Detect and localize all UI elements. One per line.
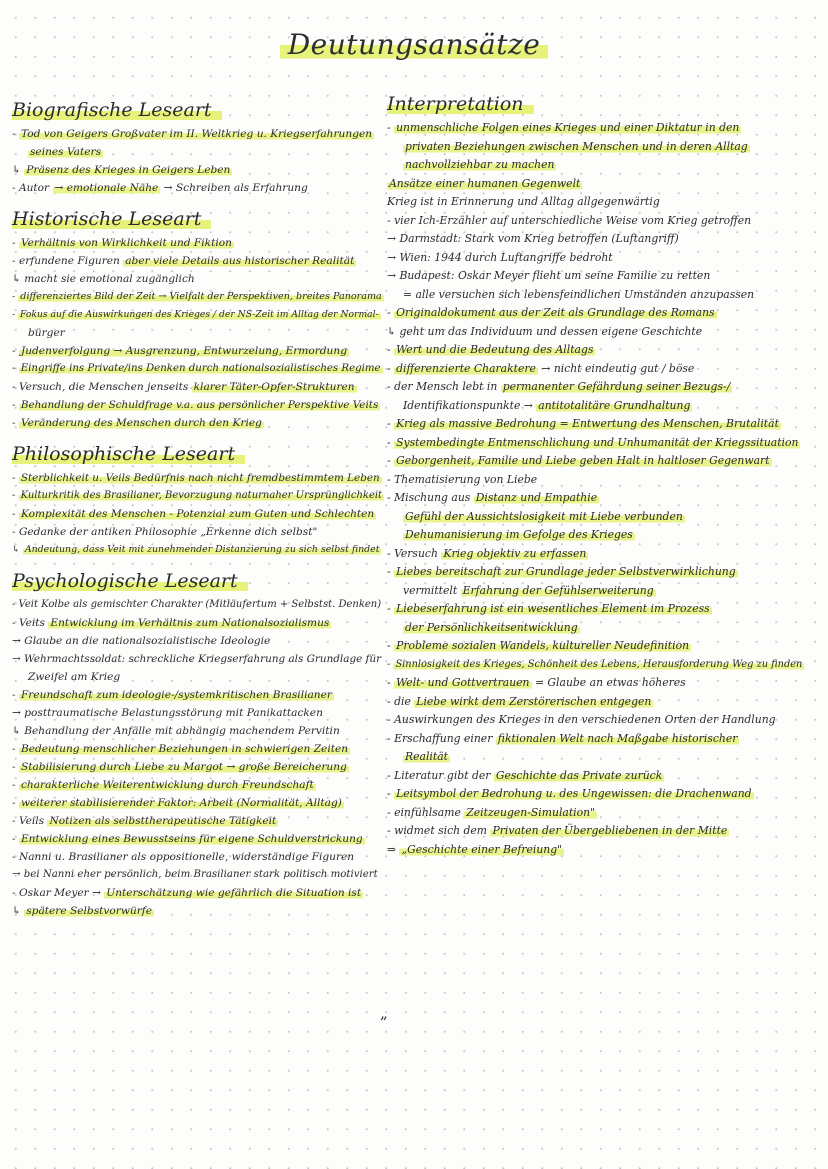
note-text: vermittelt xyxy=(403,583,461,597)
note-line xyxy=(387,545,809,564)
highlighted-text: Liebeserfahrung ist ein wesentliches Element im Prozess xyxy=(396,602,710,615)
note-text: - Literatur gibt der xyxy=(387,768,494,782)
highlighted-text: klarer Täter-Opfer-Strukturen xyxy=(193,381,355,393)
note-text: ↳ xyxy=(12,905,25,917)
note-line xyxy=(12,668,384,686)
note-line xyxy=(12,794,384,812)
note-text: → Darmstadt: Stark vom Krieg betroffen (Luftangriff) xyxy=(387,232,679,245)
note-line xyxy=(387,415,809,434)
highlighted-text: weiterer stabilisierender Faktor: Arbeit (Normalität, Alltag) xyxy=(20,797,342,809)
note-line xyxy=(387,230,809,249)
note-line xyxy=(12,234,384,252)
highlighted-text: charakterliche Weiterentwicklung durch Freundschaft xyxy=(20,779,314,791)
section-heading xyxy=(12,569,384,593)
note-line xyxy=(387,711,809,730)
note-line xyxy=(12,360,384,378)
note-text: - xyxy=(12,417,19,429)
highlighted-text: Dehumanisierung im Gefolge des Krieges xyxy=(405,528,633,541)
note-text: Zweifel am Krieg xyxy=(28,671,121,683)
note-line xyxy=(387,138,809,157)
note-text: - xyxy=(387,343,395,356)
highlighted-text: Bedeutung menschlicher Beziehungen in schwierigen Zeiten xyxy=(20,743,349,755)
right-column xyxy=(387,92,809,859)
note-text: → bei Nanni eher persönlich, beim Brasilianer stark politisch motiviert xyxy=(12,869,378,880)
page-title-text: Deutungsansätze xyxy=(280,28,549,61)
note-text: - Mischung aus xyxy=(387,491,474,504)
section-heading-text: Interpretation xyxy=(387,93,534,115)
note-text: - erfundene Figuren xyxy=(12,255,124,267)
highlighted-text: Sterblichkeit u. Veils Bedürfnis nach nicht fremdbestimmtem Leben xyxy=(20,472,380,484)
note-text: - einfühlsame xyxy=(387,805,465,819)
note-line xyxy=(387,175,809,194)
note-text: - xyxy=(12,128,19,140)
note-line xyxy=(12,505,384,523)
highlighted-text: Originaldokument aus der Zeit als Grundlage des Romans xyxy=(396,306,715,319)
note-text: - xyxy=(387,417,395,430)
highlighted-text: Realität xyxy=(405,750,448,763)
highlighted-text: Entwicklung eines Bewusstseins für eigene Schuldverstrickung xyxy=(20,833,363,845)
note-line xyxy=(387,119,809,138)
note-line xyxy=(12,252,384,270)
highlighted-text: Kulturkritik des Brasilianer, Bevorzugung naturnaher Ursprünglichkeit xyxy=(20,490,383,501)
note-line xyxy=(387,619,809,638)
note-text: Krieg ist in Erinnerung und Alltag allgegenwärtig xyxy=(387,195,660,208)
note-text: - Nanni u. Brasilianer als oppositionelle, widerständige Figuren xyxy=(12,851,355,863)
note-text: - Thematisierung von Liebe xyxy=(387,472,538,486)
note-line xyxy=(12,596,384,614)
note-text: - xyxy=(387,121,395,134)
highlighted-text: Eingriffe ins Private/ins Denken durch nationalsozialistisches Regime xyxy=(20,363,381,374)
section-heading xyxy=(12,98,384,122)
note-text: - xyxy=(387,639,395,652)
note-line xyxy=(387,212,809,231)
note-text: → Wien: 1944 durch Luftangriffe bedroht xyxy=(387,250,613,264)
note-text: ⇒ xyxy=(387,842,400,856)
note-line xyxy=(12,812,384,830)
note-text: ↳ xyxy=(12,544,23,555)
highlighted-text: Erfahrung der Gefühlserweiterung xyxy=(462,583,654,597)
note-line xyxy=(12,541,384,559)
note-text: - xyxy=(12,309,19,320)
note-line xyxy=(12,487,384,505)
note-line xyxy=(387,693,809,712)
note-line xyxy=(387,378,809,397)
highlighted-text: Unterschätzung wie gefährlich die Situation ist xyxy=(106,887,362,899)
highlighted-text: differenziertes Bild der Zeit → Vielfalt der Perspektiven, breites Panorama xyxy=(20,291,382,302)
note-line xyxy=(387,841,809,860)
note-line xyxy=(12,125,384,143)
highlighted-text: Behandlung der Schuldfrage v.a. aus persönlicher Perspektive Veits xyxy=(20,399,379,411)
note-text: - xyxy=(12,490,19,501)
section-heading-text: Psychologische Leseart xyxy=(12,570,248,592)
quote-mark: „ xyxy=(380,1004,388,1022)
note-line xyxy=(387,526,809,545)
note-text: - xyxy=(12,508,19,520)
note-text: ↳ macht sie emotional zugänglich xyxy=(12,273,195,285)
note-line xyxy=(387,249,809,268)
note-line xyxy=(387,748,809,767)
note-line xyxy=(12,143,384,161)
note-text: - xyxy=(387,602,395,615)
note-line xyxy=(387,767,809,786)
note-text: - xyxy=(12,472,19,484)
section-heading-text: Biografische Leseart xyxy=(12,99,222,121)
note-text: - xyxy=(12,743,19,755)
highlighted-text: Liebe wirkt dem Zerstörerischen entgegen xyxy=(416,694,652,708)
note-text: - xyxy=(12,291,19,302)
note-line xyxy=(12,342,384,360)
note-line xyxy=(387,156,809,175)
note-line xyxy=(12,902,384,920)
highlighted-text: Gefühl der Aussichtslosigkeit mit Liebe verbunden xyxy=(405,509,683,523)
highlighted-text: Entwicklung im Verhältnis zum Nationalsozialismus xyxy=(50,617,330,629)
highlighted-text: Notizen als selbsttherapeutische Tätigkeit xyxy=(49,815,277,827)
highlighted-text: Zeitzeugen-Simulation" xyxy=(466,805,596,819)
highlighted-text: Privaten der Übergebliebenen in der Mitte xyxy=(492,824,728,837)
highlighted-text: Judenverfolgung → Ausgrenzung, Entwurzelung, Ermordung xyxy=(20,345,347,357)
note-text: - xyxy=(12,399,19,411)
note-text: - xyxy=(387,435,395,449)
note-text: - xyxy=(387,361,395,375)
highlighted-text: Tod von Geigers Großvater im II. Weltkrieg u. Kriegserfahrungen xyxy=(20,128,373,140)
section-heading xyxy=(12,207,384,231)
note-text: - Versuch xyxy=(387,546,442,560)
highlighted-text: permanenter Gefährdung seiner Bezugs-/ xyxy=(502,380,731,393)
note-text: ↳ geht um das Individuum und dessen eigene Geschichte xyxy=(387,324,703,338)
note-line xyxy=(387,452,809,471)
note-text: - xyxy=(12,237,19,249)
note-line xyxy=(387,600,809,619)
section-heading-text: Philosophische Leseart xyxy=(12,443,245,465)
note-line xyxy=(12,414,384,432)
note-text: = Glaube an etwas höheres xyxy=(531,676,686,689)
highlighted-text: Probleme sozialen Wandels, kultureller Neudefinition xyxy=(396,639,690,652)
highlighted-text: Verhältnis von Wirklichkeit und Fiktion xyxy=(20,237,232,249)
note-text: - der Mensch lebt in xyxy=(387,380,501,393)
highlighted-text: fiktionalen Welt nach Maßgabe historischer xyxy=(497,731,738,745)
note-text: → Schreiben als Erfahrung xyxy=(160,182,308,194)
note-text: - xyxy=(387,565,395,578)
note-line xyxy=(12,866,384,884)
highlighted-text: Veränderung des Menschen durch den Krieg xyxy=(20,417,262,429)
highlighted-text: Welt- und Gottvertrauen xyxy=(396,676,530,689)
note-line xyxy=(12,776,384,794)
note-text: - xyxy=(12,363,19,374)
highlighted-text: Fokus auf die Auswirkungen des Krieges / der NS-Zeit im Alltag der Normal- xyxy=(20,309,379,320)
note-text: - widmet sich dem xyxy=(387,824,491,837)
highlighted-text: Stabilisierung durch Liebe zu Margot → große Bereicherung xyxy=(20,761,347,773)
note-line xyxy=(12,614,384,632)
note-line xyxy=(12,161,384,179)
highlighted-text: antitotalitäre Grundhaltung xyxy=(538,398,691,412)
highlighted-text: nachvollziehbar zu machen xyxy=(405,158,555,171)
note-text: → nicht eindeutig gut / böse xyxy=(537,361,695,375)
section-heading xyxy=(387,92,809,116)
highlighted-text: Andeutung, dass Veit mit zunehmender Distanzierung zu sich selbst findet xyxy=(24,544,380,555)
note-text: → Wehrmachtssoldat: schreckliche Kriegserfahrung als Grundlage für xyxy=(12,653,382,665)
note-line xyxy=(387,656,809,675)
note-line xyxy=(12,288,384,306)
note-text: - Autor xyxy=(12,182,53,194)
note-line xyxy=(387,193,809,212)
note-text: → Glaube an die nationalsozialistische Ideologie xyxy=(12,635,271,647)
note-line xyxy=(387,286,809,305)
highlighted-text: unmenschliche Folgen eines Krieges und einer Diktatur in den xyxy=(396,121,740,134)
note-text: - Veits xyxy=(12,617,49,629)
note-text: - xyxy=(12,833,19,845)
note-text: - xyxy=(387,306,395,319)
note-line xyxy=(12,650,384,668)
note-line xyxy=(387,804,809,823)
note-text: - xyxy=(12,689,19,701)
highlighted-text: Präsenz des Krieges in Geigers Leben xyxy=(26,164,231,176)
highlighted-text: Geschichte das Private zurück xyxy=(495,768,663,782)
note-text: - xyxy=(12,779,19,791)
note-line xyxy=(12,469,384,487)
section-heading-text: Historische Leseart xyxy=(12,208,211,230)
highlighted-text: Krieg objektiv zu erfassen xyxy=(443,546,587,560)
note-text: - xyxy=(12,797,19,809)
note-text: ↳ xyxy=(12,164,25,176)
note-line xyxy=(387,471,809,490)
note-text: - xyxy=(387,787,395,800)
note-text: Identifikationspunkte → xyxy=(403,398,537,412)
note-text: - Erschaffung einer xyxy=(387,731,496,745)
note-text: - Auswirkungen des Krieges in den verschiedenen Orten der Handlung xyxy=(387,713,776,726)
note-text: - xyxy=(387,676,395,689)
highlighted-text: Wert und die Bedeutung des Alltags xyxy=(396,343,594,356)
note-text: - xyxy=(387,454,395,467)
note-line xyxy=(12,830,384,848)
note-line xyxy=(387,434,809,453)
highlighted-text: Distanz und Empathie xyxy=(475,491,598,504)
section-heading xyxy=(12,442,384,466)
highlighted-text: seines Vaters xyxy=(30,146,102,158)
highlighted-text: Leitsymbol der Bedrohung u. des Ungewissen: die Drachenwand xyxy=(396,787,752,800)
note-text: - Gedanke der antiken Philosophie „Erkenne dich selbst" xyxy=(12,526,318,538)
highlighted-text: „Geschichte einer Befreiung" xyxy=(401,842,563,856)
note-line xyxy=(12,179,384,197)
note-line xyxy=(387,323,809,342)
note-text: = alle versuchen sich lebensfeindlichen Umständen anzupassen xyxy=(403,287,755,301)
note-line xyxy=(12,740,384,758)
note-line xyxy=(12,722,384,740)
note-line xyxy=(387,785,809,804)
note-line xyxy=(12,848,384,866)
highlighted-text: Freundschaft zum ideologie-/systemkritischen Brasilianer xyxy=(20,689,332,701)
note-text: - Veit Kolbe als gemischter Charakter (Mitläufertum + Selbstst. Denken) xyxy=(12,599,382,610)
note-line xyxy=(387,304,809,323)
highlighted-text: Sinnlosigkeit des Krieges, Schönheit des Lebens, Herausforderung Weg zu finden xyxy=(395,658,803,670)
highlighted-text: Krieg als massive Bedrohung = Entwertung des Menschen, Brutalität xyxy=(396,417,779,430)
note-text: - xyxy=(387,658,394,670)
note-text: → Budapest: Oskar Meyer flieht um seine Familie zu retten xyxy=(387,269,711,282)
note-line xyxy=(387,360,809,379)
highlighted-text: der Persönlichkeitsentwicklung xyxy=(405,620,578,634)
note-line xyxy=(12,324,384,342)
note-line xyxy=(12,884,384,902)
note-line xyxy=(12,686,384,704)
highlighted-text: Geborgenheit, Familie und Liebe geben Halt in haltloser Gegenwart xyxy=(396,454,770,467)
highlighted-text: Komplexität des Menschen - Potenzial zum Guten und Schlechten xyxy=(20,508,375,520)
note-text: - xyxy=(12,345,19,357)
note-text: - xyxy=(12,761,19,773)
note-text: - vier Ich-Erzähler auf unterschiedliche Weise vom Krieg getroffen xyxy=(387,213,752,227)
highlighted-text: privaten Beziehungen zwischen Menschen und in deren Alltag xyxy=(405,139,748,153)
page-title xyxy=(0,28,828,61)
highlighted-text: → emotionale Nähe xyxy=(54,182,159,194)
note-line xyxy=(12,758,384,776)
highlighted-text: aber viele Details aus historischer Realität xyxy=(125,255,355,267)
note-line xyxy=(387,267,809,286)
note-line xyxy=(387,582,809,601)
note-text: bürger xyxy=(28,327,65,339)
note-line xyxy=(12,378,384,396)
note-line xyxy=(387,508,809,527)
note-text: → posttraumatische Belastungsstörung mit Panikattacken xyxy=(12,707,323,719)
left-column xyxy=(12,98,384,920)
note-line xyxy=(12,523,384,541)
note-line xyxy=(387,397,809,416)
note-text: - die xyxy=(387,694,415,708)
highlighted-text: differenzierte Charaktere xyxy=(396,361,536,375)
note-text: - Versuch, die Menschen jenseits xyxy=(12,381,192,393)
highlighted-text: spätere Selbstvorwürfe xyxy=(26,905,152,917)
note-line xyxy=(12,396,384,414)
note-line xyxy=(12,704,384,722)
highlighted-text: Liebes bereitschaft zur Grundlage jeder Selbstverwirklichung xyxy=(396,565,736,578)
note-line xyxy=(12,270,384,288)
note-line xyxy=(387,563,809,582)
note-line xyxy=(387,822,809,841)
note-text: ↳ Behandlung der Anfälle mit abhängig machendem Pervitin xyxy=(12,725,340,737)
note-line xyxy=(387,730,809,749)
note-text: - Veils xyxy=(12,815,48,827)
note-text: - Oskar Meyer → xyxy=(12,887,105,899)
note-line xyxy=(387,341,809,360)
note-line xyxy=(387,637,809,656)
highlighted-text: Ansätze einer humanen Gegenwelt xyxy=(389,176,581,190)
note-line xyxy=(12,632,384,650)
note-line xyxy=(12,306,384,324)
highlighted-text: Systembedingte Entmenschlichung und Unhumanität der Kriegssituation xyxy=(396,435,799,449)
note-line xyxy=(387,674,809,693)
note-line xyxy=(387,489,809,508)
